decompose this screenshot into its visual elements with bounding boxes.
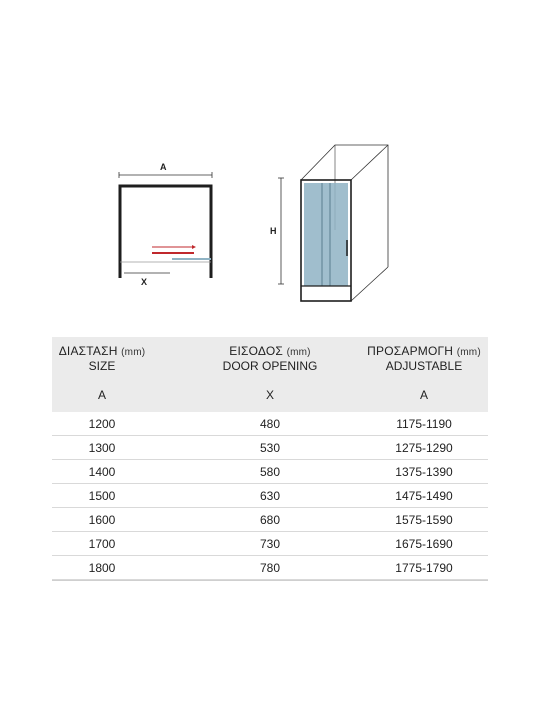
cell-adjustable: 1475-1490 [395, 489, 453, 503]
cell-adjustable: 1275-1290 [395, 441, 453, 455]
label-x: X [141, 277, 148, 287]
header-size-greek-text: ΔΙΑΣΤΑΣΗ [58, 344, 118, 358]
cell-size: 1200 [88, 417, 116, 431]
header-adjustable-greek-text: ΠΡΟΣΑΡΜΟΓΗ [367, 344, 454, 358]
label-a: A [160, 162, 167, 172]
table-header [52, 337, 488, 412]
header-adjustable-letter: A [419, 388, 428, 402]
header-opening-english: DOOR OPENING [222, 359, 318, 373]
door-glass [304, 183, 348, 286]
table-row [52, 484, 488, 508]
cell-opening: 530 [259, 441, 281, 455]
front-view [278, 145, 388, 301]
table-row [52, 532, 488, 556]
plan-view [119, 172, 212, 278]
table-row [52, 460, 488, 484]
slide-arrow-head [192, 245, 196, 249]
header-opening-unit: (mm) [286, 347, 311, 358]
cabin-top-right-edge [351, 145, 388, 180]
cell-opening: 630 [259, 489, 281, 503]
cell-opening: 580 [259, 465, 281, 479]
header-size-letter: A [97, 388, 106, 402]
table-row [52, 508, 488, 532]
cell-size: 1800 [88, 561, 116, 575]
shower-door-diagrams [0, 0, 540, 330]
header-adjustable-unit: (mm) [456, 347, 481, 358]
header-opening-greek [212, 344, 328, 358]
cell-size: 1500 [88, 489, 116, 503]
table-bottom-border [52, 580, 488, 581]
diagram-drawing [0, 0, 540, 330]
cell-opening: 730 [259, 537, 281, 551]
cell-opening: 480 [259, 417, 281, 431]
cell-size: 1400 [88, 465, 116, 479]
cell-size: 1300 [88, 441, 116, 455]
header-adjustable-greek [360, 344, 488, 358]
header-opening-greek-text: ΕΙΣΟΔΟΣ [229, 344, 284, 358]
cell-size: 1700 [88, 537, 116, 551]
cell-adjustable: 1375-1390 [395, 465, 453, 479]
table-row [52, 436, 488, 460]
header-adjustable-english: ADJUSTABLE [385, 359, 463, 373]
cell-adjustable: 1775-1790 [395, 561, 453, 575]
cell-adjustable: 1575-1590 [395, 513, 453, 527]
cabin-bottom-right-edge [351, 267, 388, 301]
cell-opening: 680 [259, 513, 281, 527]
plan-walls [120, 186, 211, 278]
table-row [52, 556, 488, 580]
header-size-english: SIZE [88, 359, 116, 373]
cell-adjustable: 1675-1690 [395, 537, 453, 551]
cell-opening: 780 [259, 561, 281, 575]
header-size-greek [52, 344, 152, 358]
cell-adjustable: 1175-1190 [396, 417, 452, 431]
header-size-unit: (mm) [121, 347, 146, 358]
cell-size: 1600 [88, 513, 116, 527]
dimensions-table [52, 337, 488, 581]
label-h: H [270, 226, 277, 236]
header-opening-letter: X [265, 388, 274, 402]
table-row [52, 412, 488, 436]
